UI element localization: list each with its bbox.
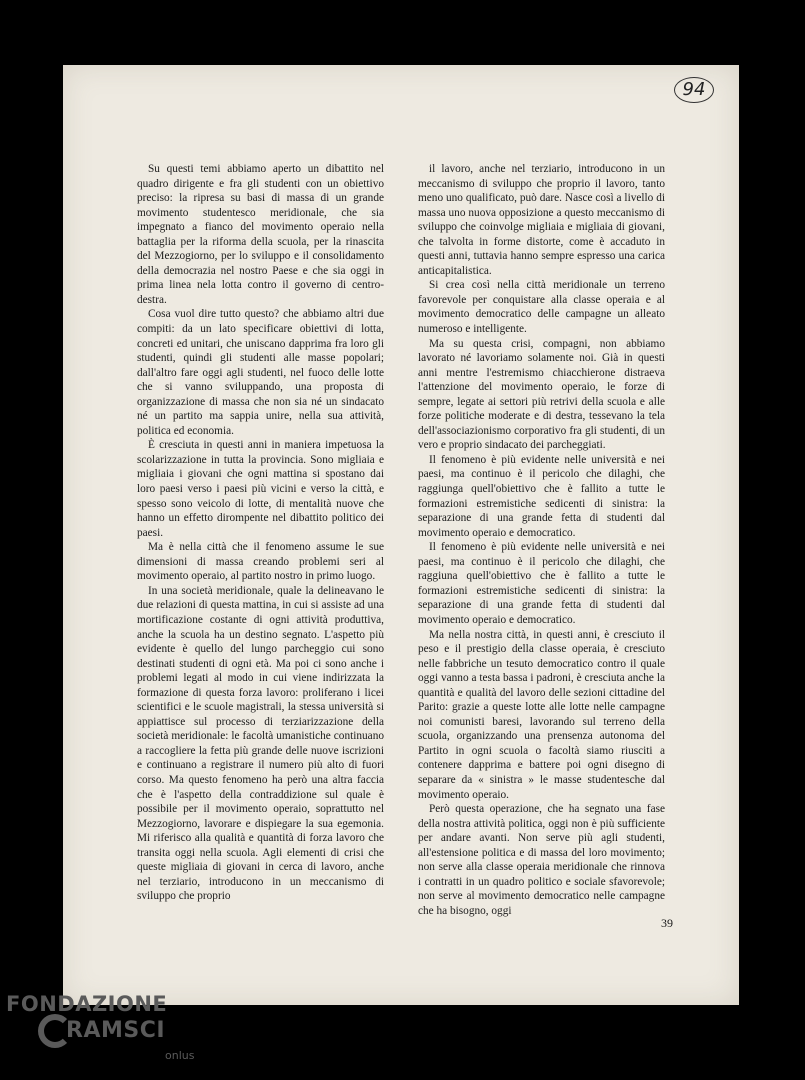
handwritten-page-annotation: 94 [674,77,714,103]
paragraph: Il fenomeno è più evidente nelle università e nei paesi, ma continuo è il pericolo che dilaghi, che raggiuna quell'obiettivo che è fallito a tutte le formazioni estremistiche sedicenti di sinistra: la separazione di una grande fetta di studenti dal movimento operaio e democratico. [418,541,665,626]
paragraph: In una società meridionale, quale la delineavano le due relazioni di questa mattina, in cui si assiste ad una mortificazione costante di ogni attività produttiva, anche la scuola ha un destino segnato. L'aspetto più evidente è quello del lungo parcheggio cui sono destinati studenti di ogni età. Ma poi ci sono anche i problemi legati al modo in cui viene indirizzata la formazione di questa forza lavoro: proliferano i licei scientifici e le scuole magistrali, la stessa università si appiattisce sul processo di terziarizzazione della società meridionale: le facoltà umanistiche continuano a raccogliere la fetta più grande delle nuove iscrizioni e continuano a registrare il numero più alto di fuori corso. Ma questo fenomeno ha però una altra faccia che è l'aspetto della contraddizione sul quale è possibile per il movimento operaio, soprattutto nel Mezzogiorno, lavorare e dispiegare la sua egemonia. Mi riferisco alla qualità e quantità di forza lavoro che transita oggi nella scuola. Agli elementi di crisi che queste migliaia di giovani in cerca di lavoro, anche nel terziario, introducono in un meccanismo di sviluppo che proprio [137,584,384,903]
paragraph: il lavoro, anche nel terziario, introducono in un meccanismo di sviluppo che proprio il lavoro, tanto meno uno qualificato, può dare. Nasce così a livello di massa uno nuova opposizione a questo meccanismo di sviluppo che coinvolge migliaia e migliaia di giovani, che talvolta in forme distorte, come è accaduto in questi anni, tuttavia hanno sempre espresso una carica anticapitalistica. [418,163,665,277]
paragraph: Su questi temi abbiamo aperto un dibattito nel quadro dirigente e fra gli studenti con un obiettivo preciso: la ripresa su basi di massa di un grande movimento studentesco meridionale, che sia impegnato a fianco del movimento operaio nella battaglia per la riforma della scuola, per la rinascita del Mezzogiorno, per lo sviluppo e il consolidamento della democrazia nel nostro Paese e che sia oggi in prima linea nela lotta contro il governo di centro-destra. [137,163,384,306]
page-number: 39 [661,916,673,930]
paragraph: Ma su questa crisi, compagni, non abbiamo lavorato né lavoriamo solamente noi. Già in questi anni mentre l'estremismo chiacchierone distraeva l'attenzione del movimento operaio, le forze di sempre, legate ai settori più retrivi della scuola e alle forze politiche moderate e di destra, tessevano la tela dell'associazionismo corporativo fra gli studenti, di un vero e proprio sindacato dei parcheggiati. [418,337,665,452]
paragraph: Ma nella nostra città, in questi anni, è cresciuto il peso e il prestigio della classe operaia, è cresciuto nelle fabbriche un tesuto democratico contro il quale oggi vanno a testa bassa i padroni, è cresciuta anche la quantità e qualità del lavoro delle sezioni cittadine del Parito: grazie a queste lotte alle lotte nelle campagne noi comunisti baresi, lavorando sul terreno della scuola, organizzando una prensenza autonoma del Partito in ogni scuola o facoltà siamo riusciti a contenere dapprima e battere poi ogni disegno di separare da « sinistra » le masse studentesche dal movimento operaio. [418,628,665,801]
logo-line-2: RAMSCI [66,1018,166,1043]
paragraph: Però questa operazione, che ha segnato una fase della nostra attività politica, oggi non è più sufficiente per andare avanti. Non serve più agli studenti, all'estensione politica e di massa del loro movimento; non serve alla classe operaia meridionale che rinnova i contratti in un quadro politico e sociale sfavorevole; non serve al movimento democratico nelle campagne che ha bisogno, oggi [418,803,665,917]
paragraph: Si crea così nella città meridionale un terreno favorevole per conquistare alla classe operaia e al movimento democratico delle campagne un alleato numeroso e intelligente. [418,279,665,336]
text-column-left [137,162,384,904]
text-column-right [418,162,665,918]
paragraph: Cosa vuol dire tutto questo? che abbiamo altri due compiti: da un lato specificare obiettivi di lotta, concreti ed unitari, che uniscano dapprima fra loro gli studenti, quindi gli studenti alle masse popolari; dall'altro fare oggi agli studenti, nel fuoco delle lotte che si vanno sviluppando, una proposta di organizzazione di massa che non sia né un sindacato né un partito ma sappia unire, nella sua attività, politica ed economia. [137,308,384,437]
paragraph: Ma è nella città che il fenomeno assume le sue dimensioni di massa creando problemi seri al movimento operaio, al partito nostro in primo luogo. [137,541,384,583]
logo-line-1: FONDAZIONE [6,992,168,1016]
paragraph: È cresciuta in questi anni in maniera impetuosa la scolarizzazione in tutta la provincia. Sono migliaia e migliaia i giovani che ogni mattina si spostano dai loro paesi verso i paesi più vicini e verso la città, e spesso sono veicolo di lotte, di mentalità nuove che hanno un effetto dirompente nel dibattito politico dei paesi. [137,439,384,539]
paragraph: Il fenomeno è più evidente nelle università e nei paesi, ma continuo è il pericolo che dilaghi, che raggiunga quell'obiettivo che è fallito a tutte le formazioni estremistiche sedicenti di sinistra: la separazione di una grande fetta di studenti dal movimento operaio e democratico. [418,453,665,539]
logo-suffix: onlus [165,1049,195,1062]
